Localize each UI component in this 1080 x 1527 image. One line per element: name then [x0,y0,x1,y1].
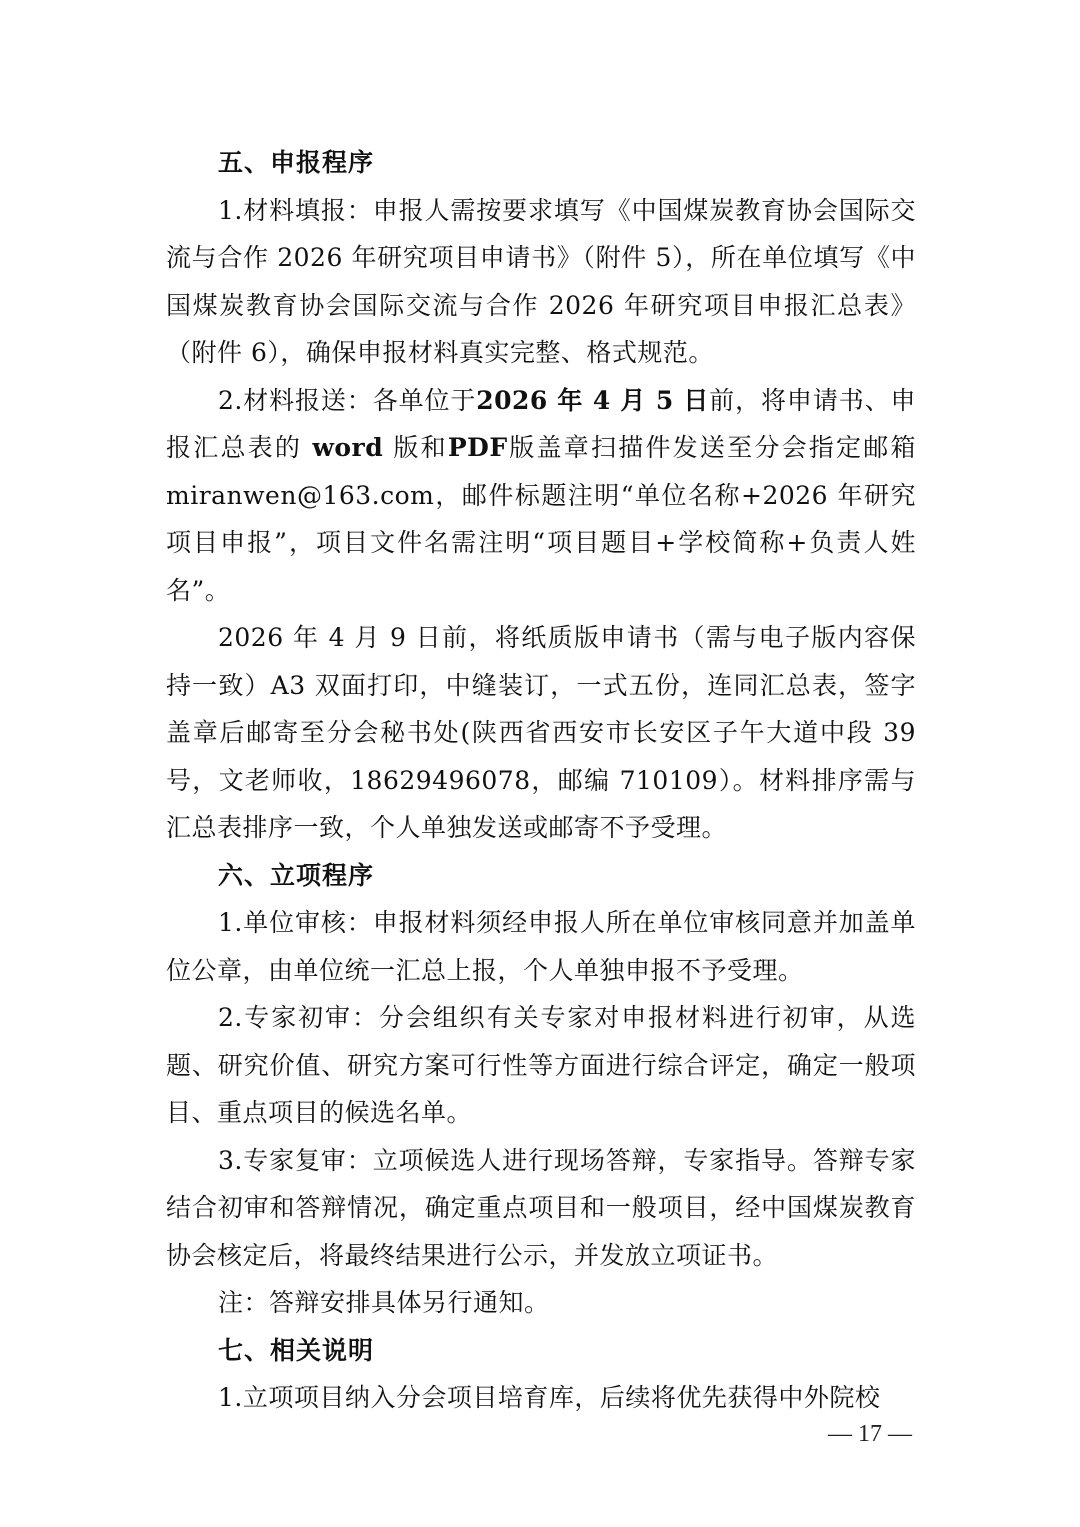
section-5-heading: 五、申报程序 [218,148,375,177]
item-2-text-2: 版和 [393,433,448,462]
section-6-item-3: 3.专家复审：立项候选人进行现场答辩，专家指导。答辩专家结合初审和答辩情况，确定重点项目和一般项目，经中国煤炭教育协会核定后，将最终结果进行公示，并发放立项证书。 [166,1145,916,1270]
section-7-item-1: 1.立项项目纳入分会项目培育库，后续将优先获得中外院校 [218,1383,881,1412]
section-6-heading: 六、立项程序 [218,860,375,890]
document-body [166,139,916,1422]
section-7-heading: 七、相关说明 [218,1335,375,1365]
submission-deadline: 2026 年 4 月 5 日 [476,385,710,415]
pdf-format: PDF [447,433,508,462]
item-2-text-1: 前，将申请书、申报汇总表的 [166,385,916,462]
section-5-item-1: 1.材料填报：申报人需按要求填写《中国煤炭教育协会国际交流与合作 2026 年研究项目申请书》（附件 5），所在单位填写《中国煤炭教育协会国际交流与合作 2026 年研究项目申报汇总表》（附件 6），确保申报材料真实完整、格式规范。 [166,195,916,367]
section-5-item-2 [166,377,916,615]
section-6-item-1: 1.单位审核：申报材料须经申报人所在单位审核同意并加盖单位公章，由单位统一汇总上报，个人单独申报不予受理。 [166,908,916,985]
item-2-text-3: 版盖章扫描件发送至分会指定邮箱 miranwen@163.com，邮件标题注明“单位名称+2026 年研究项目申报”，项目文件名需注明“项目题目+学校简称+负责人姓名”。 [166,433,916,605]
word-format: word [312,433,384,462]
section-5-item-2-continued: 2026 年 4 月 9 日前，将纸质版申请书（需与电子版内容保持一致）A3 双面打印，中缝装订，一式五份，连同汇总表，签字盖章后邮寄至分会秘书处(陕西省西安市长安区子午大道中段 39 号，文老师收，18629496078，邮编 710109）。材料排序需与汇总表排序一致，个人单独发送或邮寄不予受理。 [166,623,916,842]
item-2-prefix: 2.材料报送：各单位于 [218,385,477,415]
page-number: — 17 — [828,1421,912,1447]
section-6-item-2: 2.专家初审：分会组织有关专家对申报材料进行初审，从选题、研究价值、研究方案可行性等方面进行综合评定，确定一般项目、重点项目的候选名单。 [166,1003,916,1127]
section-6-note: 注：答辩安排具体另行通知。 [218,1288,550,1317]
